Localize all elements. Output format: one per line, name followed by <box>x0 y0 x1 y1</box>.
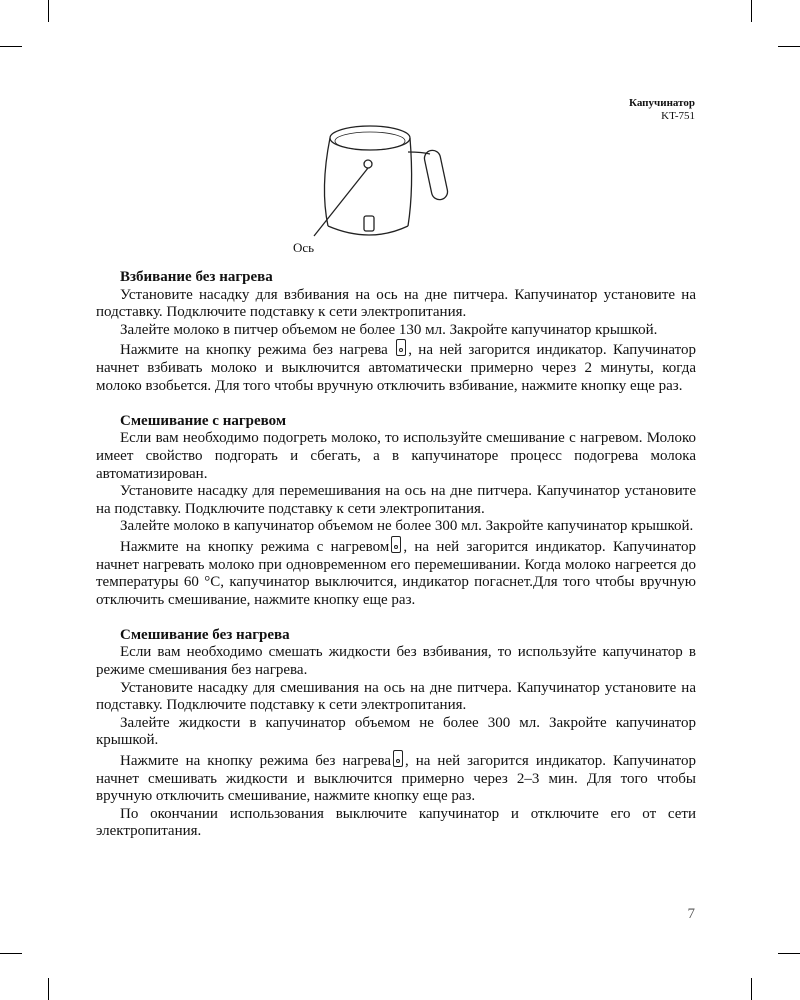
paragraph: Установите насадку для смешивания на ось на дне питчера. Капучинатор установите на подставку. Подключите подставку к сети электропитания. <box>96 679 696 714</box>
product-name: Капучинатор <box>629 97 695 109</box>
cappuccinator-illustration <box>290 118 470 258</box>
section-title: Смешивание с нагревом <box>120 412 287 429</box>
paragraph: Залейте молоко в капучинатор объемом не более 300 мл. Закройте капучинатор крышкой. <box>120 518 694 535</box>
section-mix-with-heat <box>96 413 696 610</box>
paragraph: Если вам необходимо подогреть молоко, то используйте смешивание с нагревом. Молоко имеет свойство подгорать и сбегать, а в капучинаторе процесс подогрева молока автоматизирован. <box>96 430 696 482</box>
crop-mark <box>751 0 752 22</box>
crop-mark <box>48 978 49 1000</box>
paragraph: Нажмите на кнопку режима без нагрева , на ней загорится индикатор. Капучинатор начнет взбивать молоко и выключится автоматически примерно через 2 минуты, когда молоко взобьется. Для того чтобы вручную отключить взбивание, нажмите кнопку еще раз. <box>96 339 696 395</box>
model-number: KT-751 <box>661 110 695 122</box>
section-title: Смешивание без нагрева <box>120 626 290 643</box>
page-header <box>629 97 695 123</box>
paragraph: По окончании использования выключите капучинатор и отключите его от сети электропитания. <box>96 805 696 840</box>
crop-mark <box>778 953 800 954</box>
no-heat-button-icon <box>393 750 403 767</box>
crop-mark <box>48 0 49 22</box>
section-mix-no-heat <box>96 627 696 841</box>
axis-callout-label: Ось <box>293 240 315 255</box>
paragraph: Установите насадку для взбивания на ось на дне питчера. Капучинатор установите на подставку. Подключите подставку к сети электропитания. <box>96 286 696 321</box>
crop-mark <box>0 953 22 954</box>
instruction-content <box>96 269 696 841</box>
paragraph: Залейте жидкости в капучинатор объемом не более 300 мл. Закройте капучинатор крышкой. <box>96 714 696 749</box>
crop-mark <box>751 978 752 1000</box>
page-number: 7 <box>687 906 695 922</box>
crop-mark <box>0 46 22 47</box>
paragraph: Нажмите на кнопку режима без нагрева , на ней загорится индикатор. Капучинатор начнет смешивать жидкости и выключится примерно через 2–3 мин. Для того чтобы вручную отключить смешивание, нажмите кнопку еще раз. <box>96 750 696 806</box>
paragraph: Залейте молоко в питчер объемом не более 130 мл. Закройте капучинатор крышкой. <box>120 321 658 338</box>
paragraph: Нажмите на кнопку режима с нагревом , на ней загорится индикатор. Капучинатор начнет нагревать молоко при одновременном его перемешивании. Когда молоко нагреется до температуры 60 °С, капучинатор выключится, индикатор погаснет.Для того чтобы вручную отключить смешивание, нажмите кнопку еще раз. <box>96 536 696 609</box>
no-heat-button-icon <box>396 339 406 356</box>
heat-button-icon <box>391 536 401 553</box>
crop-mark <box>778 46 800 47</box>
section-title: Взбивание без нагрева <box>120 269 273 285</box>
paragraph: Если вам необходимо смешать жидкости без взбивания, то используйте капучинатор в режиме смешивания без нагрева. <box>96 644 696 679</box>
paragraph: Установите насадку для перемешивания на ось на дне питчера. Капучинатор установите на подставку. Подключите подставку к сети электропитания. <box>96 483 696 517</box>
section-whip-no-heat <box>96 269 696 395</box>
